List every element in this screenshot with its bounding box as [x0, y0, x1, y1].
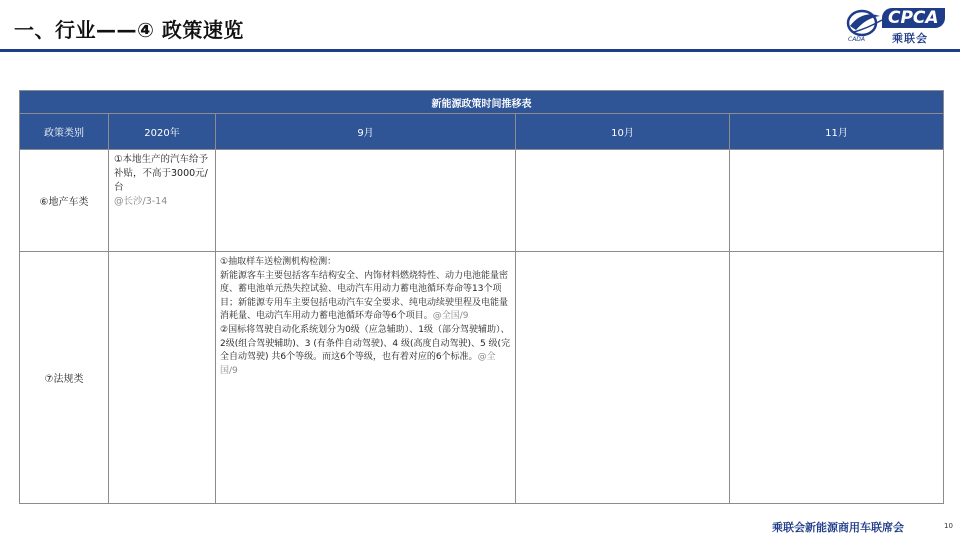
- table-row: [20, 150, 944, 252]
- cell-oct-regulation: [516, 252, 730, 504]
- policy-source: @全国/9: [220, 352, 496, 376]
- cell-oct-local-car: [516, 150, 730, 252]
- logo-text: CPCA: [882, 8, 945, 28]
- column-header-category: 政策类别: [20, 114, 109, 150]
- policy-text: ①本地生产的汽车给予补贴，不高于3000元/台: [114, 154, 209, 193]
- column-header-nov: 11月: [730, 114, 944, 150]
- row-category-regulation: ⑦法规类: [20, 252, 109, 504]
- column-header-sep: 9月: [216, 114, 516, 150]
- cell-sep-local-car: [216, 150, 516, 252]
- cpca-logo-icon: [842, 6, 952, 46]
- table-row: [20, 252, 944, 504]
- page-title: 一、行业——④ 政策速览: [14, 18, 244, 42]
- logo-subtitle: 乘联会: [892, 32, 928, 45]
- policy-body: ②国标将驾驶自动化系统划分为0级（应急辅助）、1级（部分驾驶辅助）、2级(组合驾驶辅助)、3 (有条件自动驾驶)、4 级(高度自动驾驶)、5 级(完全自动驾驶) 共6个等级。而这6个等级，也有着对应的6个标准。: [220, 324, 511, 363]
- cell-sep-regulation: [216, 252, 516, 504]
- policy-text: [220, 324, 511, 378]
- cell-nov-regulation: [730, 252, 944, 504]
- row-category-local-car: ⑥地产车类: [20, 150, 109, 252]
- policy-source: @全国/9: [432, 311, 469, 322]
- page-number: 10: [944, 522, 953, 530]
- logo-mini-text: CADA: [848, 36, 866, 43]
- column-header-oct: 10月: [516, 114, 730, 150]
- footer-org: 乘联会新能源商用车联席会: [772, 521, 904, 534]
- policy-title: ①抽取样车送检测机构检测：: [220, 257, 337, 267]
- cell-2020-regulation: [109, 252, 216, 504]
- cell-nov-local-car: [730, 150, 944, 252]
- policy-timeline-table: [19, 90, 944, 504]
- table-title: 新能源政策时间推移表: [20, 91, 944, 114]
- policy-body: 新能源客车主要包括客车结构安全、内饰材料燃烧特性、动力电池能量密度、蓄电池单元热失控试验、电动汽车用动力蓄电池循环寿命等13个项目；新能源专用车主要包括电动汽车安全要求、纯电动续驶里程及电能量消耗量、电动汽车用动力蓄电池循环寿命等6个项目。: [220, 270, 509, 322]
- policy-source: @长沙/3-14: [114, 196, 168, 207]
- title-rule: [0, 49, 960, 52]
- cell-2020-local-car: [109, 150, 216, 252]
- policy-text: [220, 270, 511, 324]
- column-header-2020: 2020年: [109, 114, 216, 150]
